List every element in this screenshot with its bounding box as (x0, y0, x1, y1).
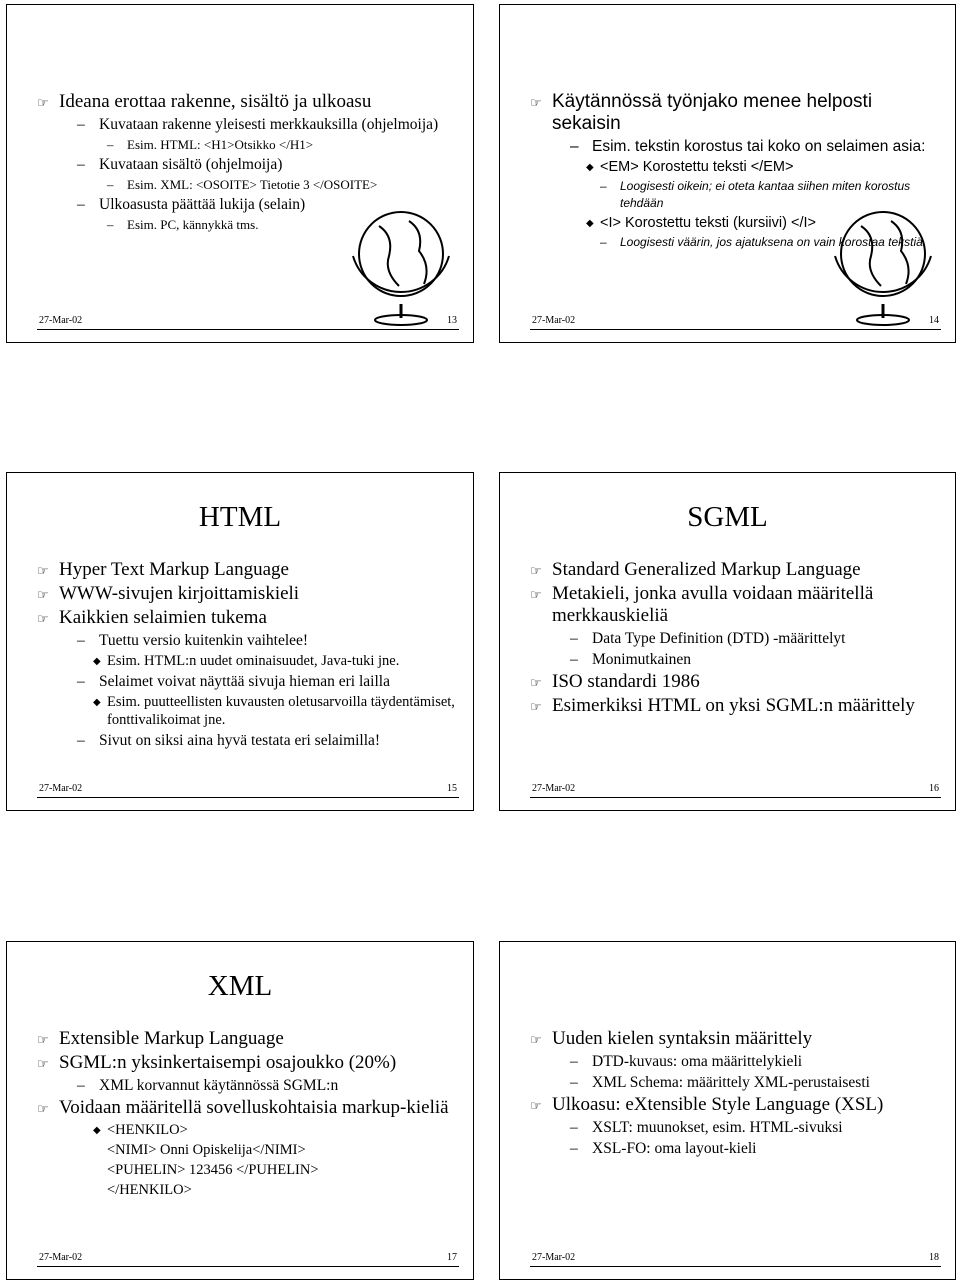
dash-icon: – (77, 196, 85, 213)
globe-icon (339, 196, 459, 326)
bullet-l2 (530, 1052, 945, 1071)
bullet-l1 (37, 1097, 463, 1119)
slide-title: SGML (687, 501, 768, 533)
bullet-l2 (37, 731, 463, 750)
dash-icon: – (570, 1053, 578, 1070)
pointing-hand-icon: ☞ (530, 588, 542, 603)
bullet-text: Esim. HTML: <H1>Otsikko </H1> (127, 137, 314, 152)
diamond-icon: ◆ (93, 656, 101, 667)
bullet-l2 (530, 1139, 945, 1158)
slide-number: 17 (447, 1252, 457, 1263)
bullet-l2 (530, 629, 945, 648)
bullet-text: <NIMI> Onni Opiskelija</NIMI> (107, 1142, 306, 1158)
slide-number: 15 (447, 783, 457, 794)
diamond-icon: ◆ (586, 162, 594, 173)
bullet-text: Standard Generalized Markup Language (552, 559, 861, 580)
bullet-diamond (37, 693, 463, 729)
bullet-l2 (530, 1118, 945, 1137)
bullet-l1 (37, 1028, 463, 1050)
bullet-text: Data Type Definition (DTD) -määrittelyt (592, 630, 846, 647)
bullet-text: </HENKILO> (107, 1182, 192, 1198)
code-line (37, 1141, 463, 1159)
bullet-l1 (37, 559, 463, 581)
slide-18-content (530, 1028, 945, 1160)
dash-icon: – (600, 179, 607, 193)
bullet-text: Esim. PC, kännykkä tms. (127, 217, 259, 232)
bullet-text: Ulkoasu: eXtensible Style Language (XSL) (552, 1094, 884, 1115)
diamond-icon: ◆ (93, 697, 101, 708)
pointing-hand-icon: ☞ (37, 1057, 49, 1072)
code-line (37, 1161, 463, 1179)
bullet-text: Hyper Text Markup Language (59, 559, 289, 580)
bullet-text: Loogisesti väärin, jos ajatuksena on vain korostaa tekstiä (620, 235, 923, 249)
bullet-text: Tuettu versio kuitenkin vaihtelee! (99, 632, 309, 649)
bullet-text: Esimerkiksi HTML on yksi SGML:n määrittely (552, 695, 915, 716)
slide-17-content (37, 1028, 463, 1201)
bullet-l2 (37, 672, 463, 691)
bullet-l2 (37, 115, 463, 134)
bullet-text: Kuvataan rakenne yleisesti merkkauksilla (ohjelmoija) (99, 116, 439, 133)
bullet-text: <EM> Korostettu teksti </EM> (600, 159, 794, 175)
slide-17 (6, 941, 474, 1280)
bullet-text: XSLT: muunokset, esim. HTML-sivuksi (592, 1119, 843, 1136)
slide-15-content (37, 559, 463, 752)
bullet-l1 (37, 607, 463, 629)
dash-icon: – (107, 177, 114, 192)
bullet-l1 (37, 91, 463, 113)
bullet-text: WWW-sivujen kirjoittamiskieli (59, 583, 300, 604)
diamond-icon: ◆ (93, 1125, 101, 1136)
bullet-diamond (530, 158, 939, 176)
bullet-l2 (530, 137, 939, 156)
bullet-text: XML korvannut käytännössä SGML:n (99, 1077, 339, 1094)
slide-number: 16 (929, 783, 939, 794)
slide-number: 14 (929, 315, 939, 326)
diamond-icon: ◆ (586, 218, 594, 229)
bullet-l1 (530, 559, 945, 581)
bullet-text: <I> Korostettu teksti (kursiivi) </I> (600, 215, 816, 231)
bullet-text: Metakieli, jonka avulla voidaan määritellä merkkauskieliä (552, 583, 874, 626)
bullet-text: Esim. puutteellisten kuvausten oletusarvoilla täydentämiset, fonttivalikoimat jne. (107, 694, 455, 728)
bullet-text: Käytännössä työnjako menee helposti sekaisin (552, 91, 873, 134)
bullet-text: <PUHELIN> 123456 </PUHELIN> (107, 1162, 319, 1178)
bullet-l1 (530, 1094, 945, 1116)
bullet-text: Sivut on siksi aina hyvä testata eri selaimilla! (99, 732, 381, 749)
bullet-l1 (530, 1028, 945, 1050)
bullet-text: Esim. HTML:n uudet ominaisuudet, Java-tuki jne. (107, 653, 400, 669)
bullet-text: SGML:n yksinkertaisempi osajoukko (20%) (59, 1052, 397, 1073)
slide-16-content (530, 559, 945, 719)
bullet-l1 (530, 583, 945, 627)
bullet-l2 (37, 155, 463, 174)
bullet-l3 (37, 136, 463, 153)
bullet-text: Kaikkien selaimien tukema (59, 607, 267, 628)
pointing-hand-icon: ☞ (530, 700, 542, 715)
pointing-hand-icon: ☞ (530, 564, 542, 579)
slide-number: 13 (447, 315, 457, 326)
dash-icon: – (570, 1119, 578, 1136)
bullet-text: Esim. tekstin korostus tai koko on selaimen asia: (592, 138, 926, 155)
code-line (37, 1181, 463, 1199)
pointing-hand-icon: ☞ (37, 588, 49, 603)
dash-icon: – (570, 1074, 578, 1091)
bullet-diamond (37, 652, 463, 670)
bullet-text: XML Schema: määrittely XML-perustaisesti (592, 1074, 870, 1091)
pointing-hand-icon: ☞ (37, 96, 49, 111)
dash-icon: – (77, 116, 85, 133)
dash-icon: – (77, 732, 85, 749)
slide-15 (6, 472, 474, 811)
dash-icon: – (570, 138, 579, 155)
bullet-text: Monimutkainen (592, 651, 692, 668)
slide-title: XML (207, 970, 273, 1002)
bullet-l2 (37, 1076, 463, 1095)
dash-icon: – (600, 235, 607, 249)
bullet-text: DTD-kuvaus: oma määrittelykieli (592, 1053, 803, 1070)
bullet-l1 (530, 671, 945, 693)
bullet-text: Uuden kielen syntaksin määrittely (552, 1028, 813, 1049)
dash-icon: – (107, 137, 114, 152)
pointing-hand-icon: ☞ (530, 676, 542, 691)
pointing-hand-icon: ☞ (37, 564, 49, 579)
footer-rule (530, 1266, 941, 1267)
bullet-text: ISO standardi 1986 (552, 671, 700, 692)
bullet-l2 (37, 631, 463, 650)
dash-icon: – (570, 630, 578, 647)
slide-date: 27-Mar-02 (39, 1252, 83, 1263)
bullet-diamond (37, 1121, 463, 1139)
bullet-text: Voidaan määritellä sovelluskohtaisia markup-kieliä (59, 1097, 449, 1118)
slide-13 (6, 4, 474, 343)
pointing-hand-icon: ☞ (37, 1033, 49, 1048)
slide-number: 18 (929, 1252, 939, 1263)
slide-date: 27-Mar-02 (532, 1252, 576, 1263)
bullet-l1 (37, 583, 463, 605)
footer-rule (530, 797, 941, 798)
slide-date: 27-Mar-02 (39, 783, 83, 794)
dash-icon: – (77, 1077, 85, 1094)
bullet-text: Ideana erottaa rakenne, sisältö ja ulkoasu (59, 91, 372, 112)
globe-icon (821, 196, 941, 326)
dash-icon: – (77, 673, 85, 690)
bullet-l2 (530, 1073, 945, 1092)
dash-icon: – (107, 217, 114, 232)
slide-date: 27-Mar-02 (532, 783, 576, 794)
bullet-l1 (37, 1052, 463, 1074)
bullet-text: Ulkoasusta päättää lukija (selain) (99, 196, 306, 213)
dash-icon: – (77, 156, 85, 173)
slide-date: 27-Mar-02 (39, 315, 83, 326)
slide-title: HTML (198, 501, 282, 533)
slide-16 (499, 472, 956, 811)
pointing-hand-icon: ☞ (530, 1033, 542, 1048)
pointing-hand-icon: ☞ (37, 612, 49, 627)
pointing-hand-icon: ☞ (530, 96, 542, 111)
slide-14 (499, 4, 956, 343)
bullet-l3 (37, 176, 463, 193)
bullet-text: XSL-FO: oma layout-kieli (592, 1140, 757, 1157)
footer-rule (37, 1266, 459, 1267)
pointing-hand-icon: ☞ (530, 1099, 542, 1114)
pointing-hand-icon: ☞ (37, 1102, 49, 1117)
bullet-text: Loogisesti oikein; ei oteta kantaa siihen miten korostus tehdään (620, 179, 911, 210)
dash-icon: – (570, 1140, 578, 1157)
bullet-text: Kuvataan sisältö (ohjelmoija) (99, 156, 283, 173)
bullet-l2 (530, 650, 945, 669)
dash-icon: – (570, 651, 578, 668)
footer-rule (530, 329, 941, 330)
slide-18 (499, 941, 956, 1280)
bullet-text: <HENKILO> (107, 1122, 188, 1138)
bullet-text: Esim. XML: <OSOITE> Tietotie 3 </OSOITE> (127, 177, 378, 192)
slide-date: 27-Mar-02 (532, 315, 576, 326)
footer-rule (37, 797, 459, 798)
dash-icon: – (77, 632, 85, 649)
bullet-l1 (530, 695, 945, 717)
bullet-text: Selaimet voivat näyttää sivuja hieman eri lailla (99, 673, 390, 690)
bullet-l1 (530, 91, 939, 135)
bullet-text: Extensible Markup Language (59, 1028, 284, 1049)
footer-rule (37, 329, 459, 330)
